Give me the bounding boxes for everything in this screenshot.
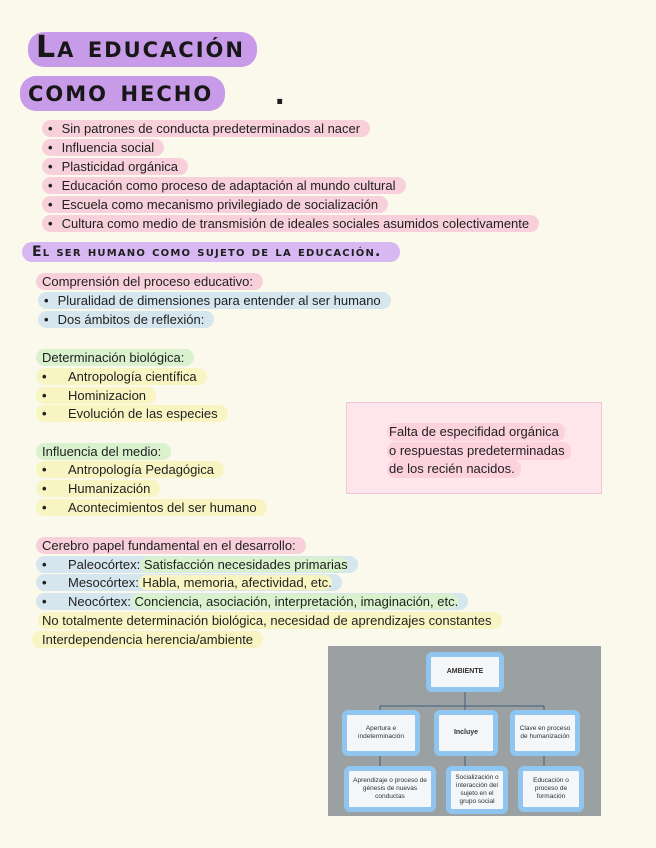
page-title-line-1 <box>28 32 257 67</box>
biologica-heading: Determinación biológica: <box>36 349 194 366</box>
biologica-item: • Hominizacion <box>36 387 156 404</box>
comprension-item: • Dos ámbitos de reflexión: <box>38 311 214 328</box>
callout-line: Falta de especifidad orgánica <box>387 423 565 441</box>
intro-bullet: • Educación como proceso de adaptación al mundo cultural <box>42 177 406 194</box>
callout-line: o respuestas predeterminadas <box>387 442 571 460</box>
page-title-line-2 <box>20 76 225 111</box>
intro-bullet: • Cultura como medio de transmisión de ideales sociales asumidos colectivamente <box>42 215 539 232</box>
diagram-node: Incluye <box>434 710 498 756</box>
title-text-1: La educación <box>36 30 245 65</box>
callout-line: de los recién nacidos. <box>387 460 521 478</box>
diagram-root-node: AMBIENTE <box>426 652 504 692</box>
cerebro-note: Interdependencia herencia/ambiente <box>32 631 263 648</box>
intro-bullet: • Escuela como mecanismo privilegiado de socialización <box>42 196 388 213</box>
ambiente-diagram <box>328 646 601 816</box>
diagram-node: Aprendizaje o proceso de génesis de nuevas conductas <box>344 766 436 812</box>
cerebro-heading: Cerebro papel fundamental en el desarrollo: <box>36 537 306 554</box>
biologica-item: • Evolución de las especies <box>36 405 228 422</box>
cerebro-item: • Mesocórtex: Habla, memoria, afectividad, etc. <box>36 574 342 591</box>
diagram-node: Apertura e indeterminación <box>342 710 420 756</box>
diagram-node: Educación o proceso de formación <box>518 766 584 812</box>
medio-item: • Acontecimientos del ser humano <box>36 499 267 516</box>
title-text-2: como hecho <box>28 74 214 109</box>
cerebro-item: • Paleocórtex: Satisfacción necesidades primarias <box>36 556 358 573</box>
section-heading: El ser humano como sujeto de la educación. <box>22 242 400 262</box>
title-period: . <box>275 74 285 112</box>
medio-item: • Antropología Pedagógica <box>36 461 224 478</box>
cerebro-note: No totalmente determinación biológica, necesidad de aprendizajes constantes <box>38 612 502 629</box>
intro-bullet: • Influencia social <box>42 139 164 156</box>
diagram-node: Socialización o interacción del sujeto en el grupo social <box>446 766 508 814</box>
medio-item: • Humanización <box>36 480 160 497</box>
intro-bullet: • Sin patrones de conducta predeterminados al nacer <box>42 120 370 137</box>
cerebro-item: • Neocórtex: Conciencia, asociación, interpretación, imaginación, etc. <box>36 593 468 610</box>
callout-box <box>346 402 602 494</box>
comprension-heading: Comprensión del proceso educativo: <box>36 273 263 290</box>
diagram-node: Clave en proceso de humanización <box>510 710 580 756</box>
biologica-item: • Antropología científica <box>36 368 207 385</box>
intro-bullet: • Plasticidad orgánica <box>42 158 188 175</box>
medio-heading: Influencia del medio: <box>36 443 171 460</box>
comprension-item: • Pluralidad de dimensiones para entender al ser humano <box>38 292 391 309</box>
